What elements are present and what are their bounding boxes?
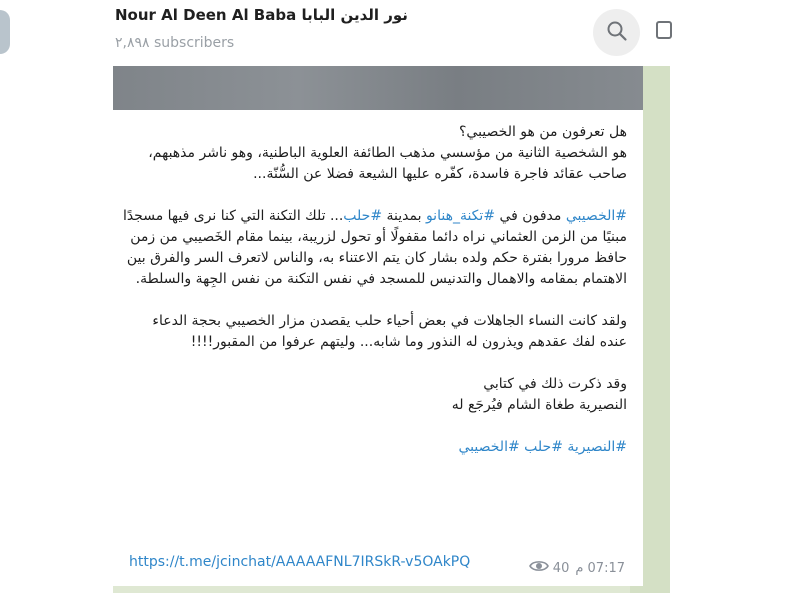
message-meta bbox=[529, 559, 625, 577]
message-line: وقد ذكرت ذلك في كتابي bbox=[483, 376, 627, 392]
hashtag-link[interactable]: #حلب bbox=[343, 208, 383, 224]
side-panel-button[interactable] bbox=[652, 20, 676, 44]
hashtag-link[interactable]: #حلب bbox=[524, 439, 563, 455]
message-text-segment: بمدينة bbox=[382, 208, 426, 224]
hashtag-row bbox=[121, 437, 627, 458]
hashtag-link[interactable]: #الخصيبي bbox=[565, 208, 627, 224]
message-bubble bbox=[113, 110, 643, 586]
channel-header bbox=[0, 0, 791, 66]
message-text bbox=[121, 122, 627, 458]
message-media-blurred[interactable] bbox=[113, 66, 643, 110]
message-text-segment: مدفون في bbox=[495, 208, 566, 224]
side-panel-icon bbox=[655, 20, 673, 44]
subscriber-count: ٢,٨٩٨ subscribers bbox=[115, 35, 235, 51]
search-icon bbox=[606, 20, 628, 46]
eye-icon bbox=[529, 559, 549, 577]
message-text-segment: ... تلك التكنة التي كنا نرى فيها مسجدًا مبنيًا من الزمن العثماني نراه دائما مقفولًا أو تحول لزريبة، بينما مقام الخَصيبي من زمن حافظ مرورا بفترة حكم ولده بشار كان يتم الاعتناء به، والناس لاتعرف السر والفرق بين الاهتمام بمقامه والاهمال والتدنيس للمسجد في نفس التكنة من نفس الجِهة والسلطة. bbox=[122, 208, 627, 287]
hashtag-link[interactable]: #الخصيبي bbox=[458, 439, 520, 455]
message-line: هل تعرفون من هو الخصيبي؟ bbox=[458, 124, 627, 140]
search-button[interactable] bbox=[593, 9, 640, 56]
message-time: 07:17 م bbox=[575, 560, 625, 576]
view-count bbox=[529, 559, 570, 577]
message-paragraph-2 bbox=[121, 206, 627, 290]
channel-title[interactable]: Nour Al Deen Al Baba نور الدين البابا bbox=[115, 6, 408, 24]
hashtag-link[interactable]: #تكنة_هنانو bbox=[425, 208, 496, 224]
views-value: 40 bbox=[552, 560, 570, 576]
channel-avatar-edge[interactable] bbox=[0, 10, 10, 54]
hashtag-link[interactable]: #النصيرية bbox=[567, 439, 627, 455]
message-paragraph-3: ولقد كانت النساء الجاهلات في بعض أحياء حلب يقصدن مزار الخصيبي بحجة الدعاء عنده لفك عقدهم ويذرون له النذور وما شابه... وليتهم عرفوا من المقبور!!!! bbox=[152, 313, 627, 350]
message-paragraph-4 bbox=[121, 374, 627, 416]
message-link[interactable]: https://t.me/jcinchat/AAAAAFNL7IRSkR-v5OAkPQ bbox=[129, 554, 471, 570]
message-paragraph-1 bbox=[121, 122, 627, 185]
message-line: النصيرية طغاة الشام فيُرجَع له bbox=[451, 397, 627, 413]
message-line: هو الشخصية الثانية من مؤسسي مذهب الطائفة العلوية الباطنية، وهو ناشر مذهبهم، صاحب عقائد فاجرة فاسدة، كفّره عليها الشيعة فضلا عن السُّنّة... bbox=[148, 145, 627, 182]
